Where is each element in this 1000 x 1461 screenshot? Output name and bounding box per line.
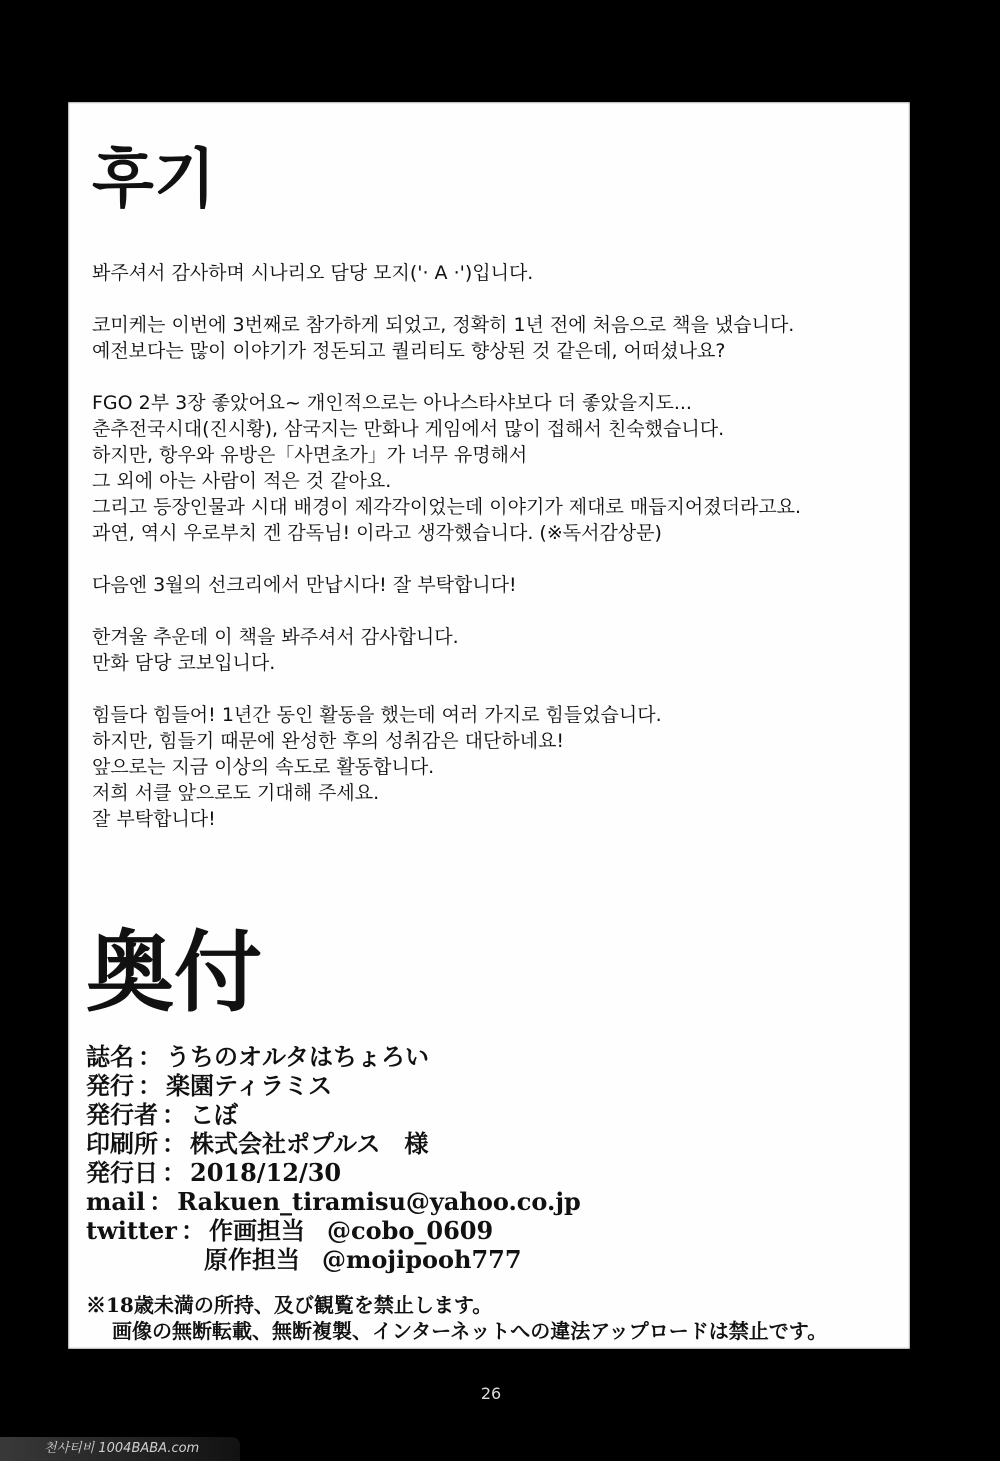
colophon-value: 2018/12/30 [190, 1158, 342, 1187]
colophon-label: mail [86, 1187, 146, 1216]
colophon-value: うちのオルタはちょろい [166, 1042, 430, 1071]
mail-address: Rakuen_tiramisu@yahoo.co.jp [177, 1187, 581, 1216]
afterword-line: 춘추전국시대(진시황), 삼국지는 만화나 게임에서 많이 접해서 친숙했습니다. [92, 418, 725, 440]
afterword-line: 그 외에 아는 사람이 적은 것 같아요. [92, 470, 392, 492]
afterword-line: 앞으로는 지금 이상의 속도로 활동합니다. [92, 756, 435, 778]
twitter-handle: @cobo_0609 [326, 1216, 494, 1245]
afterword-paragraph [92, 702, 902, 832]
colophon-value: 楽園ティラミス [166, 1071, 333, 1100]
colophon [86, 1042, 581, 1274]
afterword-line: 다음엔 3월의 선크리에서 만납시다! 잘 부탁합니다! [92, 574, 517, 596]
afterword-paragraph [92, 390, 902, 546]
afterword-title: 후기 [92, 143, 216, 217]
twitter-role: 原作担当 [204, 1245, 300, 1274]
twitter-handle: @mojipooh777 [322, 1245, 522, 1274]
colophon-publisher-row [86, 1071, 581, 1100]
legal-notices [86, 1292, 827, 1344]
afterword-line: 코미케는 이번에 3번째로 참가하게 되었고, 정확히 1년 전에 처음으로 책을 냈습니다. [92, 314, 795, 336]
colophon-value: こぼ [190, 1100, 238, 1129]
colophon-issue-date-row [86, 1158, 581, 1187]
afterword-line: 하지만, 힘들기 때문에 완성한 후의 성취감은 대단하네요! [92, 730, 565, 752]
colophon-twitter-row [86, 1216, 581, 1245]
colophon-label: 発行日 [86, 1158, 158, 1187]
colophon-separator: ： [162, 1158, 186, 1187]
afterword-line: 저희 서클 앞으로도 기대해 주세요. [92, 782, 380, 804]
afterword-paragraph [92, 312, 902, 364]
colophon-label: 発行者 [86, 1100, 158, 1129]
colophon-label: twitter [86, 1216, 177, 1245]
colophon-twitter-row [86, 1245, 581, 1274]
page-number: 26 [480, 1384, 502, 1403]
afterword-line: FGO 2부 3장 좋았어요~ 개인적으로는 아나스타샤보다 더 좋았을지도... [92, 392, 692, 414]
colophon-separator: ： [162, 1129, 186, 1158]
afterword-line: 그리고 등장인물과 시대 배경이 제각각이었는데 이야기가 제대로 매듭지어졌더라고요. [92, 496, 802, 518]
afterword-line: 하지만, 항우와 유방은「사면초가」가 너무 유명해서 [92, 444, 528, 466]
colophon-separator: ： [149, 1187, 174, 1216]
colophon-value: 株式会社ポプルス 様 [190, 1129, 429, 1158]
colophon-label: 発行 [86, 1071, 134, 1100]
page-sheet [68, 102, 910, 1349]
colophon-separator: ： [138, 1042, 162, 1071]
colophon-mail-row [86, 1187, 581, 1216]
afterword-line: 잘 부탁합니다! [92, 808, 216, 830]
afterword-body [92, 260, 902, 858]
afterword-paragraph [92, 572, 902, 598]
colophon-label: 誌名 [86, 1042, 134, 1071]
colophon-printer-row [86, 1129, 581, 1158]
afterword-paragraph [92, 260, 902, 286]
afterword-line: 예전보다는 많이 이야기가 정돈되고 퀄리티도 향상된 것 같은데, 어떠셨나요? [92, 340, 726, 362]
afterword-line: 과연, 역시 우로부치 겐 감독님! 이라고 생각했습니다. (※독서감상문) [92, 522, 662, 544]
afterword-line: 한겨울 추운데 이 책을 봐주셔서 감사합니다. [92, 626, 459, 648]
copyright-notice: 画像の無断転載、無断複製、インターネットへの違法アップロードは禁止です。 [112, 1319, 828, 1343]
colophon-title-name-row [86, 1042, 581, 1071]
colophon-separator: ： [162, 1100, 186, 1129]
afterword-line: 만화 담당 코보입니다. [92, 652, 276, 674]
colophon-issuer-row [86, 1100, 581, 1129]
colophon-title: 奥付 [86, 920, 263, 1024]
watermark: 천사티비 1004BABA.com [0, 1437, 240, 1461]
colophon-separator: ： [138, 1071, 162, 1100]
twitter-role: 作画担当 [208, 1216, 305, 1245]
colophon-label: 印刷所 [86, 1129, 158, 1158]
afterword-line: 힘들다 힘들어! 1년간 동인 활동을 했는데 여러 가지로 힘들었습니다. [92, 704, 662, 726]
afterword-paragraph [92, 624, 902, 676]
age-restriction-notice: ※18歳未満の所持、及び観覧を禁止します。 [86, 1293, 493, 1317]
afterword-line: 봐주셔서 감사하며 시나리오 담당 모지('· A ·')입니다. [92, 262, 534, 284]
colophon-separator: ： [180, 1216, 205, 1245]
